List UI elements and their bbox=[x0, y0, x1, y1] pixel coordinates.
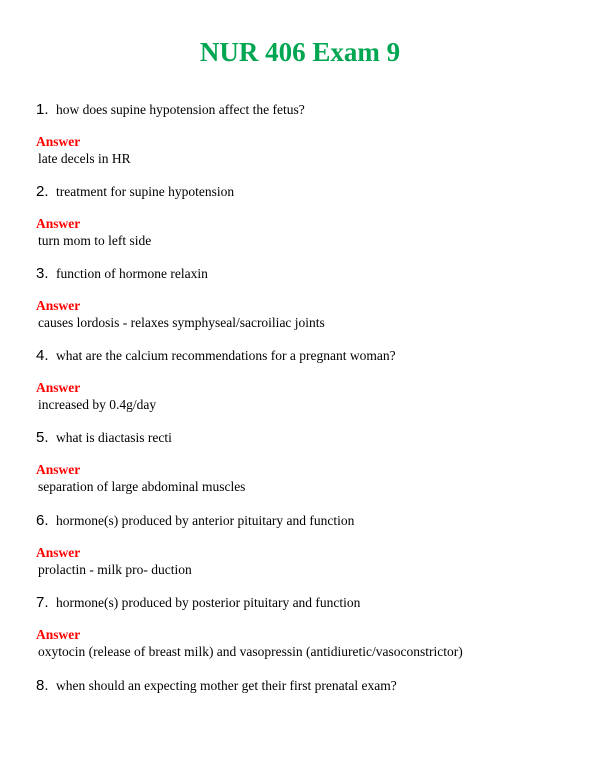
question-text: function of hormone relaxin bbox=[56, 266, 208, 281]
answer-text: increased by 0.4g/day bbox=[38, 397, 157, 412]
answer-label: Answer bbox=[36, 462, 81, 477]
question bbox=[36, 676, 576, 696]
question-text: hormone(s) produced by anterior pituitary and function bbox=[56, 513, 355, 528]
qa-item-8 bbox=[36, 676, 576, 696]
qa-item-7 bbox=[36, 593, 576, 660]
answer-label: Answer bbox=[36, 627, 81, 642]
question-number: 5. bbox=[36, 429, 49, 446]
answer-text: oxytocin (release of breast milk) and vasopressin (antidiuretic/vasoconstrictor) bbox=[38, 644, 463, 659]
qa-item-2 bbox=[36, 182, 576, 249]
question-text: what are the calcium recommendations for a pregnant woman? bbox=[56, 348, 396, 363]
question bbox=[36, 346, 576, 366]
answer-label: Answer bbox=[36, 545, 81, 560]
question-number: 7. bbox=[36, 594, 49, 611]
question-number: 1. bbox=[36, 101, 49, 118]
question bbox=[36, 182, 576, 202]
answer-text: turn mom to left side bbox=[38, 233, 152, 248]
question-text: hormone(s) produced by posterior pituitary and function bbox=[56, 595, 361, 610]
question-text: treatment for supine hypotension bbox=[56, 184, 235, 199]
qa-item-6 bbox=[36, 511, 576, 578]
question-text: what is diactasis recti bbox=[56, 430, 172, 445]
question bbox=[36, 100, 576, 120]
answer-text: separation of large abdominal muscles bbox=[38, 479, 246, 494]
answer-text: prolactin - milk pro- duction bbox=[38, 562, 192, 577]
page-title: NUR 406 Exam 9 bbox=[199, 37, 401, 67]
qa-item-1 bbox=[36, 100, 576, 167]
qa-item-3 bbox=[36, 264, 576, 331]
question-number: 3. bbox=[36, 265, 49, 282]
answer-text: late decels in HR bbox=[38, 151, 131, 166]
qa-item-5 bbox=[36, 428, 576, 495]
question bbox=[36, 428, 576, 448]
question-number: 6. bbox=[36, 512, 49, 529]
question-number: 2. bbox=[36, 183, 49, 200]
question bbox=[36, 511, 576, 531]
answer-label: Answer bbox=[36, 380, 81, 395]
question-number: 4. bbox=[36, 347, 49, 364]
answer-label: Answer bbox=[36, 216, 81, 231]
question-text: when should an expecting mother get their first prenatal exam? bbox=[56, 678, 397, 693]
question bbox=[36, 593, 576, 613]
answer-text: causes lordosis - relaxes symphyseal/sacroiliac joints bbox=[38, 315, 325, 330]
qa-item-4 bbox=[36, 346, 576, 413]
question-text: how does supine hypotension affect the fetus? bbox=[56, 102, 305, 117]
question-number: 8. bbox=[36, 677, 49, 694]
answer-label: Answer bbox=[36, 134, 81, 149]
question bbox=[36, 264, 576, 284]
answer-label: Answer bbox=[36, 298, 81, 313]
